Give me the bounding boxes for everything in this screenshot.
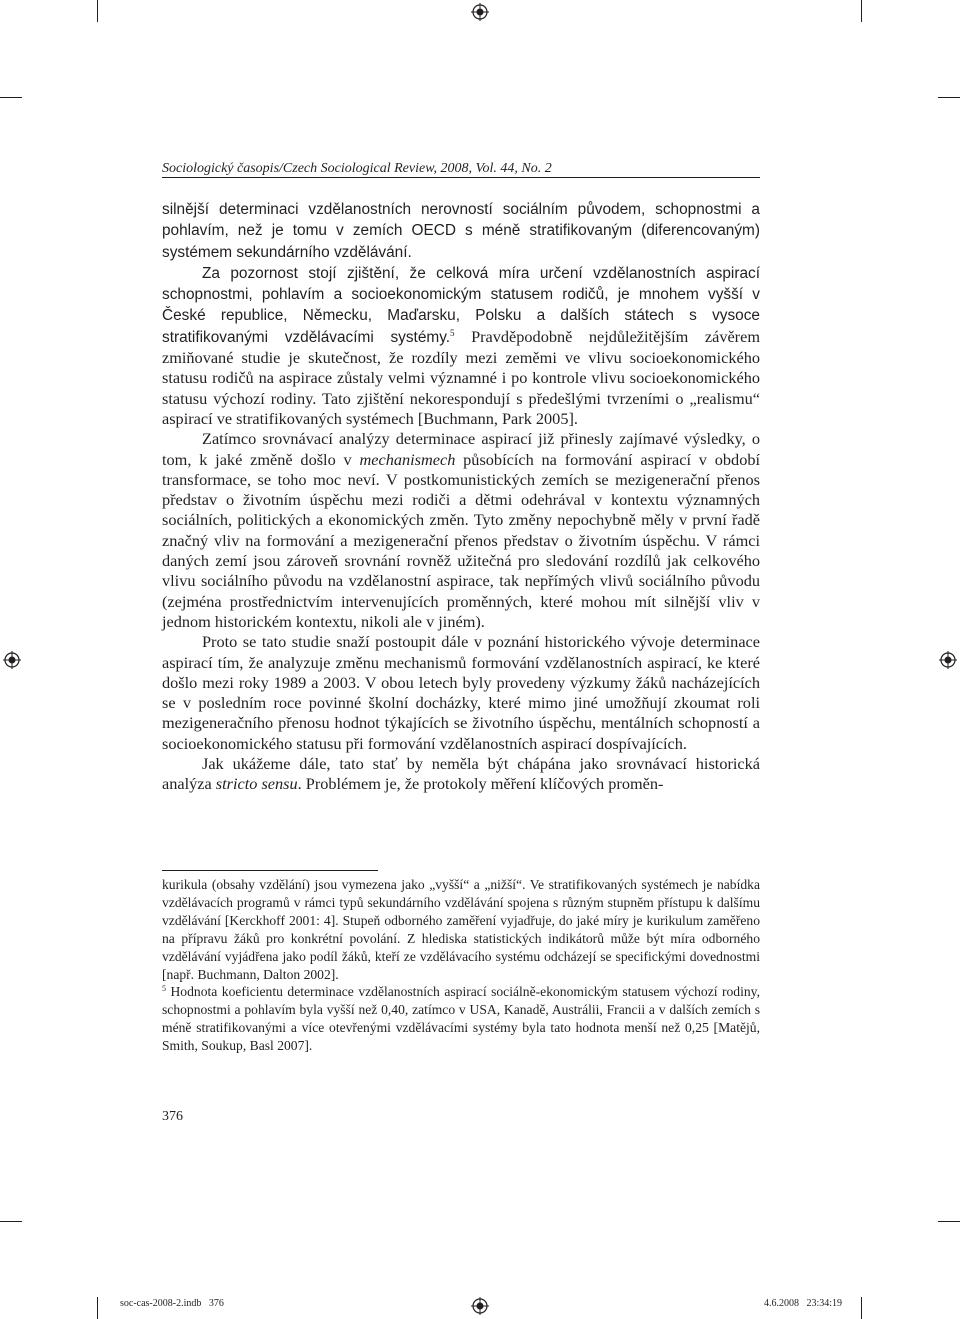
slug-file: soc-cas-2008-2.indb 376 xyxy=(120,1298,224,1309)
paragraph-3-text-b: působících na formování aspirací v období transformace, se toho moc neví. V postkomunistických zemích se mezigenerační přenos představ o životním úspěchu mezi rodiči a dětmi odehrával v kontextu významných sociálních, politických a ekonomických změn. Tyto změny nepochybně měly v první řadě značný vliv na formování a mezigenerační přenos představ o životním úspěchu. V rámci daných zemí jsou zároveň srovnání rovněž užitečná pro sledování rozdílů jak celkového vlivu sociálního původu na vzdělanostní aspirace, tak nepřímých vlivů sociálního původu (zejména prostřednictvím intervenujících proměnných, které mohou mít silnější vliv v jednom historickém kontextu, nikoli ale v jiném). xyxy=(162,449,760,631)
registration-mark-top-icon xyxy=(471,3,489,21)
crop-mark-top-right-h xyxy=(938,97,960,98)
footnotes xyxy=(162,876,760,1055)
paragraph-3-text-a: Zatímco srovnávací analýzy determinace aspirací již přinesly zajímavé výsledky, o tom, k jaké změně došlo v xyxy=(162,429,760,469)
footnote-5 xyxy=(162,983,760,1055)
paragraph-4 xyxy=(162,632,760,754)
running-head: Sociologický časopis/Czech Sociological Review, 2008, Vol. 44, No. 2 xyxy=(162,161,552,176)
registration-mark-left-icon xyxy=(3,651,21,669)
paragraph-1-text: silnější determinaci vzdělanostních nerovností sociálním původem, schopnostmi a pohlavím, než je tomu v zemích OECD s méně stratifikovaným (diferencovaným) systémem sekundárního vzdělávání. xyxy=(162,201,760,261)
footnote-5-text: Hodnota koeficientu determinace vzdělanostních aspirací sociálně-ekonomickým statusem výchozí rodiny, schopnostmi a pohlavím byla vyšší než 0,40, zatímco v USA, Kanadě, Austrálii, Francii a v dalších zemích s méně stratifikovanými a více otevřenými vzdělávacími systémy byla tato hodnota menší než 0,25 [Matějů, Smith, Soukup, Basl 2007]. xyxy=(162,984,760,1054)
crop-mark-bottom-left-h xyxy=(0,1221,22,1222)
registration-mark-bottom-icon xyxy=(471,1297,489,1315)
paragraph-3 xyxy=(162,429,760,632)
footnote-continuation: kurikula (obsahy vzdělání) jsou vymezena jako „vyšší“ a „nižší“. Ve stratifikovaných systémech je nabídka vzdělávacích programů v rámci typů sekundárního vzdělávání spojena s různým stupněm přístupu k dalšímu vzdělávání [Kerckhoff 2001: 4]. Stupeň odborného zaměření vyjadřuje, do jaké míry je kurikulum zaměřeno na přípravu žáků pro konkrétní povolání. Z hlediska statistických indikátorů může být míra odborného vzdělávání vyjádřena jako podíl žáků, kteří ze vzdělávacího systému odcházejí se specifickými dovednostmi [např. Buchmann, Dalton 2002]. xyxy=(162,877,760,982)
crop-mark-bottom-right-h xyxy=(938,1221,960,1222)
crop-mark-top-right xyxy=(861,0,862,22)
paragraph-2 xyxy=(162,263,760,429)
paragraph-2-text-b: Pravděpodobně nejdůležitějším závěrem zmiňované studie je skutečnost, že rozdíly mezi zeměmi ve vlivu socioekonomického statusu rodičů na aspirace zůstaly velmi významné i po kontrole vlivu socioekonomického statusu výchozí rodiny. Tato zjištění nekorespondují s předešlými tvrzeními o „realismu“ aspirací ve stratifikovaných systémech [Buchmann, Park 2005]. xyxy=(162,326,760,428)
paragraph-4-text: Proto se tato studie snaží postoupit dále v poznání historického vývoje determinace aspirací tím, že analyzuje změnu mechanismů formování vzdělanostních aspirací, ke které došlo mezi roky 1989 a 2003. V obou letech byly provedeny výzkumy žáků nacházejících se v posledním roce povinné školní docházky, které mimo jiné umožňují zkoumat roli mezigeneračního přenosu hodnot týkajících se životního úspěchu, mentálních schopností a socioekonomického statusu při formování vzdělanostních aspirací dospívajících. xyxy=(162,632,760,753)
paragraph-5-text-a: Jak ukážeme dále, tato stať by neměla být chápána jako srovnávací historická analýza xyxy=(162,754,760,794)
paragraph-1 xyxy=(162,199,760,263)
footnote-ref-5: 5 xyxy=(450,327,455,338)
page-number: 376 xyxy=(162,1109,183,1124)
header-rule xyxy=(162,177,760,178)
crop-mark-top-left xyxy=(97,0,98,22)
footnote-rule xyxy=(162,870,378,871)
paragraph-5-text-b: . Problémem je, že protokoly měření klíčových proměn- xyxy=(297,774,664,794)
registration-mark-right-icon xyxy=(939,651,957,669)
crop-mark-bottom-left xyxy=(97,1297,98,1319)
paragraph-2-text-a: Za pozornost stojí zjištění, že celková míra určení vzdělanostních aspirací schopnostmi, pohlavím a socioekonomickým statusem rodičů, je mnohem vyšší v České republice, Německu, Maďarsku, Polsku a dalších státech s vysoce stratifikovanými vzdělávacími systémy. xyxy=(162,264,760,346)
footnote-5-mark: 5 xyxy=(162,984,166,994)
paragraph-5-emphasis: stricto sensu xyxy=(215,774,298,794)
crop-mark-bottom-right xyxy=(861,1297,862,1319)
body-text xyxy=(162,199,760,795)
slug-timestamp: 4.6.2008 23:34:19 xyxy=(764,1298,843,1309)
paragraph-3-emphasis: mechanismech xyxy=(359,449,456,469)
paragraph-5 xyxy=(162,754,760,795)
crop-mark-top-left-h xyxy=(0,97,22,98)
